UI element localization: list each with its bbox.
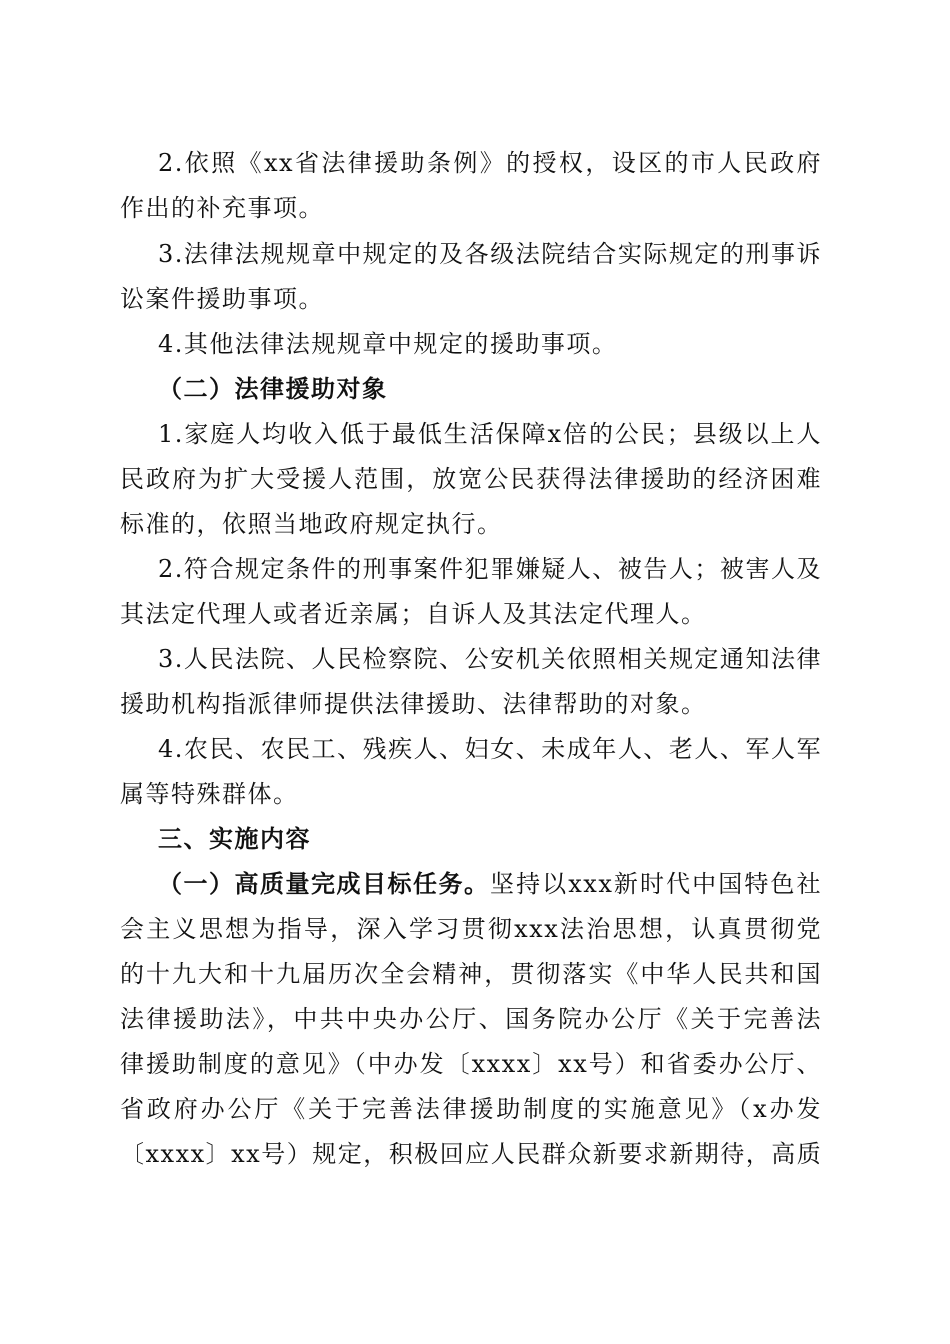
text-line: 会主义思想为指导，深入学习贯彻xxx法治思想，认真贯彻党 <box>120 915 822 943</box>
text-line: 2.依照《xx省法律援助条例》的授权，设区的市人民政府 <box>158 149 822 177</box>
text-line: 律援助制度的意见》（中办发〔xxxx〕xx号）和省委办公厅、 <box>120 1050 822 1078</box>
text-line: 援助机构指派律师提供法律援助、法律帮助的对象。 <box>120 690 707 718</box>
text-line: 标准的，依照当地政府规定执行。 <box>120 510 503 538</box>
text-line: 属等特殊群体。 <box>120 780 299 808</box>
text-line: 3.人民法院、人民检察院、公安机关依照相关规定通知法律 <box>158 645 822 673</box>
text-line: 作出的补充事项。 <box>120 194 324 222</box>
section-subheading: （二）法律援助对象 <box>158 375 388 403</box>
text-line: 〔xxxx〕xx号）规定，积极回应人民群众新要求新期待，高质 <box>120 1140 823 1168</box>
text-line: 其法定代理人或者近亲属；自诉人及其法定代理人。 <box>120 600 707 628</box>
text-line: 坚持以xxx新时代中国特色社 <box>490 870 822 898</box>
section-heading: 三、实施内容 <box>158 825 311 853</box>
text-line: 4.农民、农民工、残疾人、妇女、未成年人、老人、军人军 <box>158 735 822 763</box>
paragraph-lead: （一）高质量完成目标任务。 <box>158 870 490 898</box>
text-line: 4.其他法律法规规章中规定的援助事项。 <box>158 330 618 358</box>
text-line: 法律援助法》，中共中央办公厅、国务院办公厅《关于完善法 <box>120 1005 822 1033</box>
text-line: 民政府为扩大受援人范围，放宽公民获得法律援助的经济困难 <box>120 465 822 493</box>
text-line: 2.符合规定条件的刑事案件犯罪嫌疑人、被告人；被害人及 <box>158 555 822 583</box>
text-line: 1.家庭人均收入低于最低生活保障x倍的公民；县级以上人 <box>158 420 822 448</box>
text-line: 讼案件援助事项。 <box>120 285 324 313</box>
text-line: 的十九大和十九届历次全会精神，贯彻落实《中华人民共和国 <box>120 960 822 988</box>
text-line: 3.法律法规规章中规定的及各级法院结合实际规定的刑事诉 <box>158 240 822 268</box>
text-line: 省政府办公厅《关于完善法律援助制度的实施意见》（x办发 <box>120 1095 822 1123</box>
